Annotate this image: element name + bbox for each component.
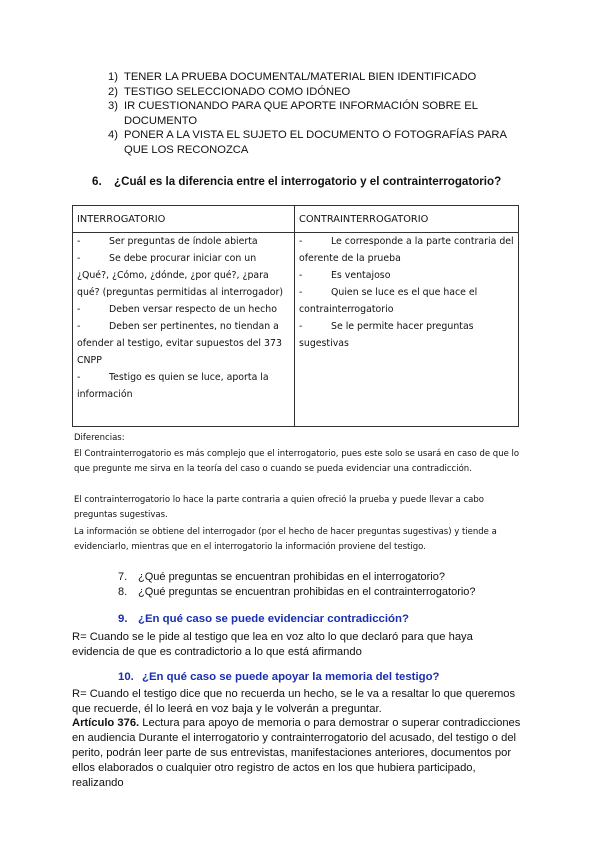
header-interrogatorio: INTERROGATORIO [73, 206, 295, 233]
list-item: 1) TENER LA PRUEBA DOCUMENTAL/MATERIAL BIEN IDENTIFICADO [108, 71, 477, 83]
answer-9: R= Cuando se le pide al testigo que lea en voz alto lo que declaró para que haya evidencia de que es contradictorio a lo que está afirmando [72, 631, 473, 658]
list-item: 4) PONER A LA VISTA EL SUJETO EL DOCUMENTO O FOTOGRAFÍAS PARA QUE LOS RECONOZCA [108, 129, 507, 156]
list-item: - Deben ser pertinentes, no tiendan a ofender al testigo, evitar supuestos del 373 CNPP [77, 321, 282, 366]
question-6: 6. ¿Cuál es la diferencia entre el interrogatorio y el contrainterrogatorio? [92, 175, 502, 188]
list-item: 2) TESTIGO SELECCIONADO COMO IDÓNEO [108, 85, 351, 98]
question-9: 9. ¿En qué caso se puede evidenciar contradicción? [118, 613, 409, 625]
header-contrainterrogatorio: CONTRAINTERROGATORIO [295, 206, 519, 233]
questions-7-8 [118, 570, 476, 599]
contrainterrogatorio-cell [295, 233, 519, 427]
diferencias-paragraph-1: El Contrainterrogatorio es más complejo que el interrogatorio, pues este solo se usará en caso de que lo que pregunte me sirva en la teoría del caso o cuando se pueda evidenciar una contradicción. [74, 449, 520, 474]
list-item: - Le corresponde a la parte contraria del oferente de la prueba [299, 236, 514, 264]
list-item: - Se le permite hacer preguntas sugestivas [299, 321, 474, 349]
top-numbered-list [108, 70, 519, 157]
list-item: - Ser preguntas de índole abierta [77, 236, 258, 247]
list-item: 8. ¿Qué preguntas se encuentran prohibidas en el contrainterrogatorio? [118, 585, 476, 598]
diferencias-paragraph-2: El contrainterrogatorio lo hace la parte contraria a quien ofreció la prueba y puede llevar a cabo preguntas sugestivas. [74, 495, 484, 520]
list-item: - Testigo es quien se luce, aporta la información [77, 372, 269, 400]
list-item: - Se debe procurar iniciar con un ¿Qué?, ¿Cómo, ¿dónde, ¿por qué?, ¿para qué? (preguntas permitidas al interrogador) [77, 253, 284, 298]
list-item: 7. ¿Qué preguntas se encuentran prohibidas en el interrogatorio? [118, 571, 445, 583]
diferencias-label: Diferencias: [74, 433, 125, 443]
articulo-title: Artículo 376. [72, 717, 140, 729]
articulo-376-paragraph: Artículo 376. Lectura para apoyo de memoria o para demostrar o superar contradicciones en audiencia Durante el interrogatorio y contrainterrogatorio del acusado, del testigo o del perito, podrán leer parte de sus entrevistas, manifestaciones anteriores, documentos por ellos elaborados o cualquier otro registro de actos en los que hubiera participado, realizando [72, 717, 521, 789]
table-row [73, 233, 519, 427]
comparison-table [72, 205, 519, 427]
list-item: 3) IR CUESTIONANDO PARA QUE APORTE INFORMACIÓN SOBRE EL DOCUMENTO [108, 100, 478, 127]
list-item: - Deben versar respecto de un hecho [77, 304, 277, 315]
interrogatorio-cell [73, 233, 295, 427]
table-header-row [73, 206, 519, 233]
list-item: - Es ventajoso [299, 270, 391, 281]
question-10: 10. ¿En qué caso se puede apoyar la memoria del testigo? [118, 671, 440, 683]
list-item: - Quien se luce es el que hace el contrainterrogatorio [299, 287, 478, 315]
diferencias-paragraph-3: La información se obtiene del interrogador (por el hecho de hacer preguntas sugestivas) y tiende a evidenciarlo, mientras que en el interrogatorio la información proviene del testigo. [74, 527, 497, 552]
answer-10: R= Cuando el testigo dice que no recuerda un hecho, se le va a resaltar lo que queremos que recuerde, él lo leerá en voz baja y le volverán a preguntar. [72, 688, 516, 715]
